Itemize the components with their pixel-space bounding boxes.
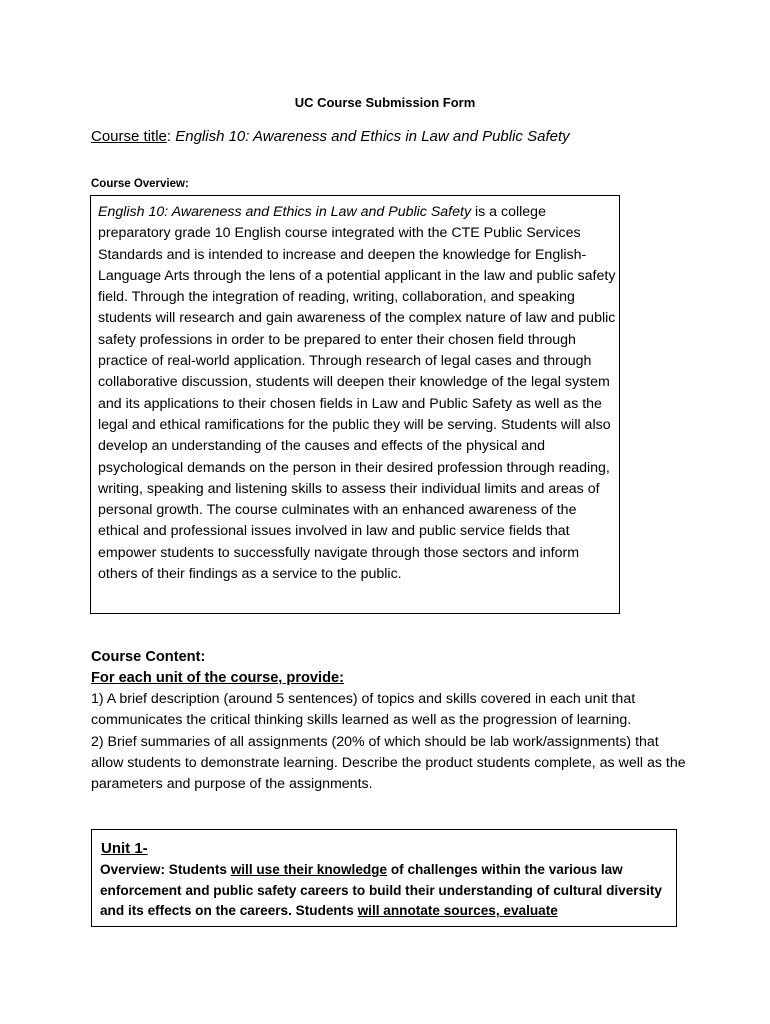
unit-1-box	[91, 829, 677, 927]
instruction-item-1: 1) A brief description (around 5 sentences) of topics and skills covered in each unit that communicates the critical thinking skills learned as well as the progression of learning.	[91, 691, 636, 729]
course-overview-box	[90, 195, 620, 614]
unit-1-overview-part-a: Overview: Students	[100, 862, 231, 877]
course-overview-title: English 10: Awareness and Ethics in Law and Public Safety	[98, 204, 472, 220]
instruction-item-2: 2) Brief summaries of all assignments (20% of which should be lab work/assignments) that allow students to demonstrate learning. Describe the product students complete, as well as the parameters and purpose of the assignments.	[91, 733, 686, 793]
course-title-label: Course title	[91, 128, 167, 145]
unit-1-overview-part-b: will use their knowledge	[230, 862, 388, 877]
unit-1-overview-part-d: will annotate sources, evaluate	[357, 903, 558, 918]
course-overview-body: is a college preparatory grade 10 English course integrated with the CTE Public Services Standards and is intended to increase and deepen the knowledge for English-Language Arts through the lens of a potential applicant in the law and public safety field. Through the integration of reading, writing, collaboration, and speaking students will research and gain awareness of the complex nature of law and public safety professions in order to be prepared to enter their chosen field through practice of real-world application. Through research of legal cases and through collaborative discussion, students will deepen their knowledge of the legal system and its applications to their chosen fields in Law and Public Safety as well as the legal and ethical ramifications for the public they will be serving. Students will also develop an understanding of the causes and effects of the physical and psychological demands on the person in their desired profession through reading, writing, speaking and listening skills to assess their individual limits and areas of personal growth. The course culminates with an enhanced awareness of the ethical and professional issues involved in law and public service fields that empower students to successfully navigate through those sectors and inform others of their findings as a service to the public.	[98, 204, 616, 583]
unit-1-overview-part-c: of challenges within the various law enforcement and public safety careers to build their understanding of cultural diversity and its effects on the careers. Students	[100, 862, 662, 918]
unit-1-title: Unit 1-	[101, 840, 148, 857]
course-title-value: English 10: Awareness and Ethics in Law and Public Safety	[175, 128, 570, 145]
course-content-heading: Course Content:	[91, 649, 206, 665]
unit-1-overview	[100, 860, 670, 922]
course-title-line	[91, 128, 570, 145]
course-content-instructions	[91, 689, 687, 795]
course-overview-label: Course Overview:	[91, 178, 189, 190]
page-title: UC Course Submission Form	[294, 95, 476, 110]
course-title-separator: :	[166, 128, 176, 145]
course-content-header	[91, 647, 691, 689]
course-content-subheading: For each unit of the course, provide:	[91, 670, 344, 686]
course-overview-text	[98, 202, 618, 585]
